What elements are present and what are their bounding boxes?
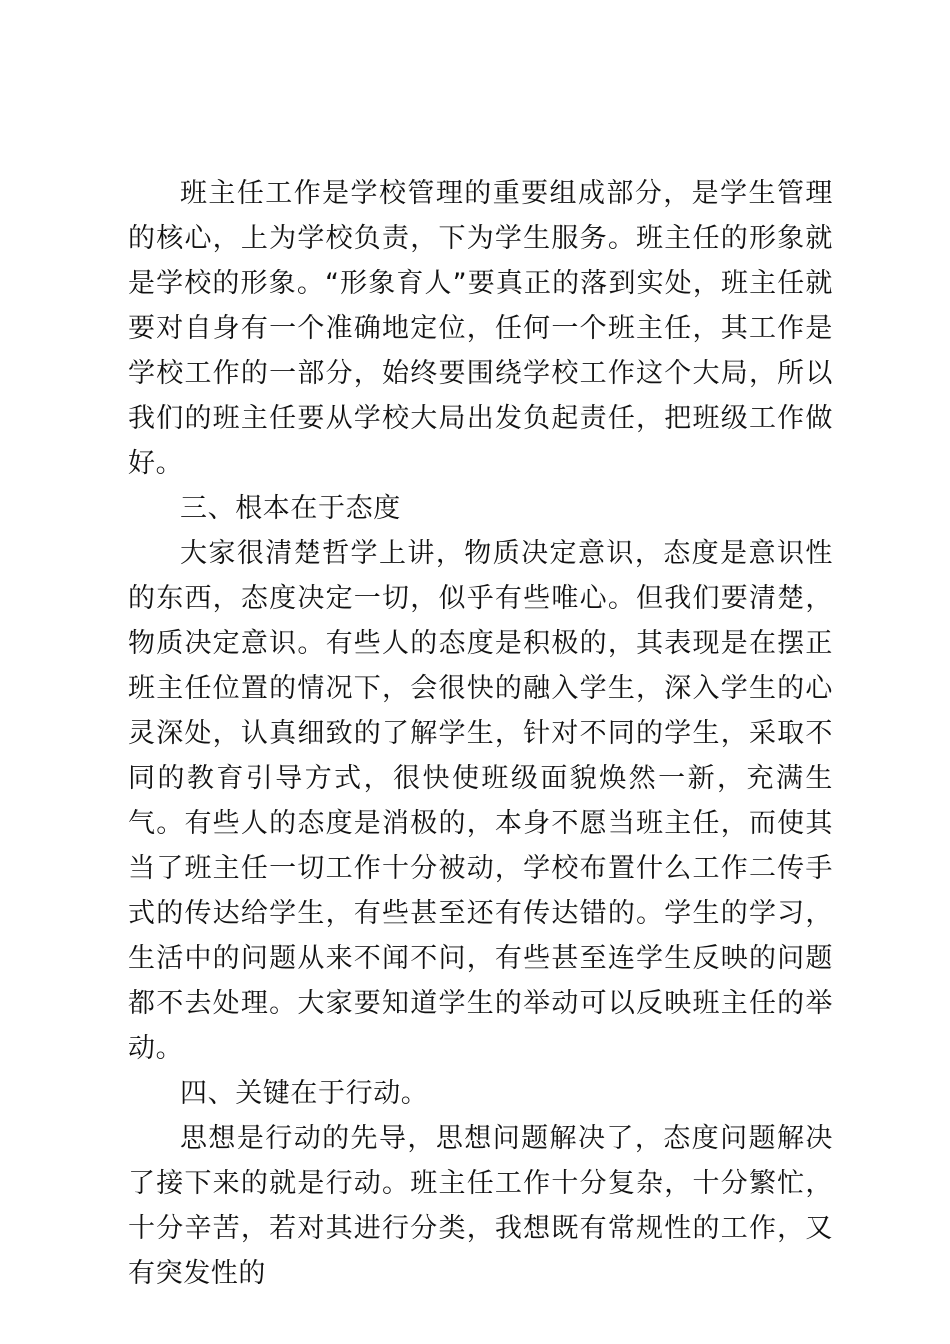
paragraph-action: 思想是行动的先导，思想问题解决了，态度问题解决了接下来的就是行动。班主任工作十分复杂，十分繁忙，十分辛苦，若对其进行分类，我想既有常规性的工作，又有突发性的: [128, 1123, 833, 1289]
section-heading-action: 四、关键在于行动。: [180, 1078, 429, 1109]
section-heading-attitude: 三、根本在于态度: [180, 493, 401, 524]
paragraph-attitude: 大家很清楚哲学上讲，物质决定意识，态度是意识性的东西，态度决定一切，似乎有些唯心。但我们要清楚，物质决定意识。有些人的态度是积极的，其表现是在摆正班主任位置的情况下，会很快的融入学生，深入学生的心灵深处，认真细致的了解学生，针对不同的学生，采取不同的教育引导方式，很快使班级面貌焕然一新，充满生气。有些人的态度是消极的，本身不愿当班主任，而使其当了班主任一切工作十分被动，学校布置什么工作二传手式的传达给学生，有些甚至还有传达错的。学生的学习，生活中的问题从来不闻不问，有些甚至连学生反映的问题都不去处理。大家要知道学生的举动可以反映班主任的举动。: [128, 538, 833, 1064]
paragraph-class-teacher-role: 班主任工作是学校管理的重要组成部分，是学生管理的核心，上为学校负责，下为学生服务。班主任的形象就是学校的形象。“形象育人”要真正的落到实处，班主任就要对自身有一个准确地定位，任何一个班主任，其工作是学校工作的一部分，始终要围绕学校工作这个大局，所以我们的班主任要从学校大局出发负起责任，把班级工作做好。: [128, 178, 833, 479]
document-body: [128, 171, 833, 1296]
